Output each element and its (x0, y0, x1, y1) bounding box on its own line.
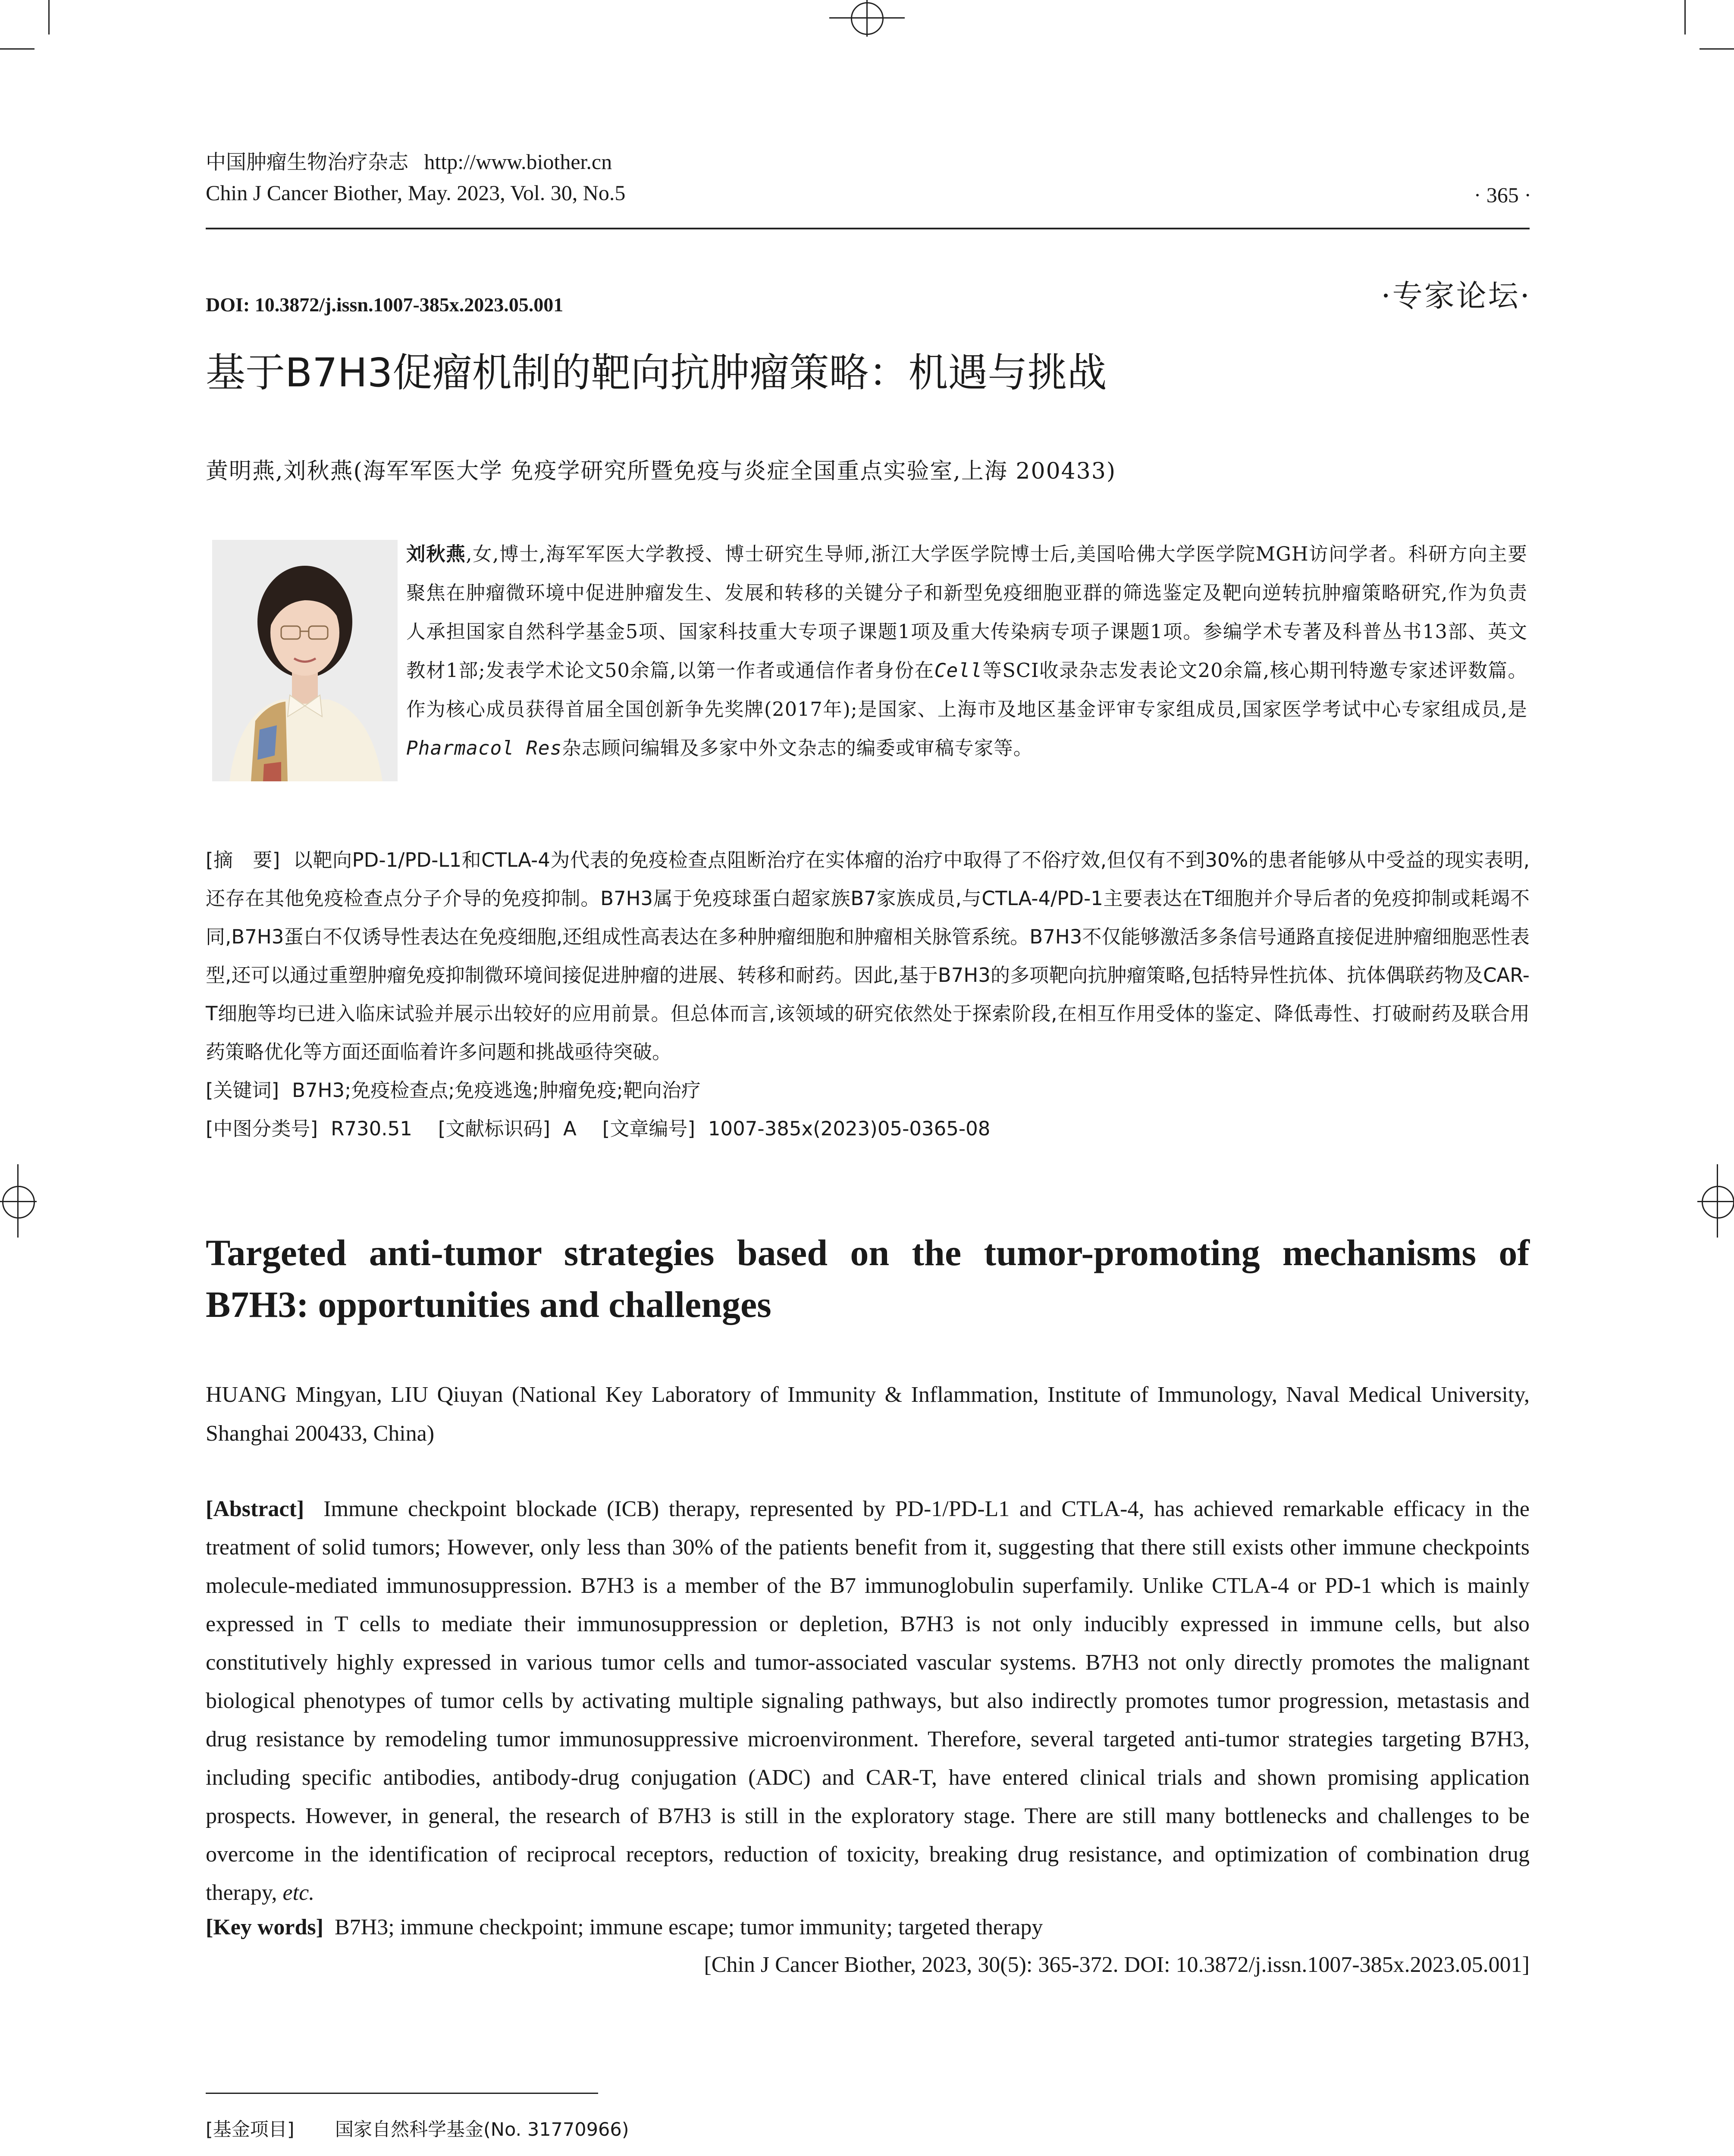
doi: DOI: 10.3872/j.issn.1007-385x.2023.05.001 (206, 294, 564, 316)
authors-cn: 黄明燕,刘秋燕(海军军医大学 免疫学研究所暨免疫与炎症全国重点实验室,上海 200433) (206, 458, 1116, 484)
footnote-funding: [基金项目] 国家自然科学基金(No. 31770966) (206, 2119, 629, 2140)
journal-name-en: Chin J Cancer Biother, May. 2023, Vol. 30, No.5 (206, 181, 626, 205)
article-title-cn: 基于B7H3促瘤机制的靶向抗肿瘤策略：机遇与挑战 (206, 350, 1107, 396)
classification-line: [中图分类号] R730.51 [文献标识码] A [文章编号] 1007-385x(2023)05-0365-08 (206, 1117, 991, 1140)
bio-name: 刘秋燕 (406, 543, 466, 565)
footnote-author-info (206, 2152, 1078, 2156)
column-label: ·专家论坛· (1381, 278, 1531, 313)
footnote-rule (206, 2093, 598, 2094)
article-title-en: Targeted anti-tumor strategies based on the tumor-promoting mechanisms of B7H3: opportunities and challenges (206, 1232, 1530, 1325)
journal-url[interactable]: http://www.biother.cn (424, 150, 612, 174)
abstract-cn-label: [摘 要] (206, 849, 280, 871)
page-number: · 365 · (1474, 183, 1531, 207)
header-rule (206, 228, 1530, 229)
keywords-cn: [关键词] B7H3;免疫检查点;免疫逃逸;肿瘤免疫;靶向治疗 (206, 1079, 701, 1102)
author-photo (212, 540, 398, 781)
abstract-cn (206, 841, 1530, 1148)
abstract-cn-text: 以靶向PD-1/PD-L1和CTLA-4为代表的免疫检查点阻断治疗在实体瘤的治疗中取得了不俗疗效,但仅有不到30%的患者能够从中受益的现实表明,还存在其他免疫检查点分子介导的免疫抑制。B7H3属于免疫球蛋白超家族B7家族成员,与CTLA-4/PD-1主要表达在T细胞并介导后者的免疫抑制或耗竭不同,B7H3蛋白不仅诱导性表达在免疫细胞,还组成性高表达在多种肿瘤细胞和肿瘤相关脉管系统。B7H3不仅能够激活多条信号通路直接促进肿瘤细胞恶性表型,还可以通过重塑肿瘤免疫抑制微环境间接促进肿瘤的进展、转移和耐药。因此,基于B7H3的多项靶向抗肿瘤策略,包括特异性抗体、抗体偶联药物及CAR-T细胞等均已进入临床试验并展示出较好的应用前景。但总体而言,该领域的研究依然处于探索阶段,在相互作用受体的鉴定、降低毒性、打破耐药及联合用药策略优化等方面还面临着许多问题和挑战亟待突破。 (206, 849, 1530, 1063)
abstract-en: [Abstract] Immune checkpoint blockade (ICB) therapy, represented by PD-1/PD-L1 and CTLA-4, has achieved remarkable efficacy in the treatment of solid tumors; However, only less than 30% of the patients benefit from it, suggesting that there still exists other immune checkpoints molecule-mediated immunosuppression. B7H3 is a member of the B7 immunoglobulin superfamily. Unlike CTLA-4 or PD-1 which is mainly expressed in T cells to mediate their immunosuppression or depletion, B7H3 is not only inducibly expressed in immune cells, but also constitutively highly expressed in various tumor cells and tumor-associated vascular systems. B7H3 not only directly promotes the malignant biological phenotypes of tumor cells by activating multiple signaling pathways, but also indirectly promotes tumor progression, metastasis and drug resistance by remodeling tumor immunosuppressive microenvironment. Therefore, several targeted anti-tumor strategies targeting B7H3, including specific antibodies, antibody-drug conjugation (ADC) and CAR-T, have entered clinical trials and shown promising application prospects. However, in general, the research of B7H3 is still in the exploratory stage. There are still many bottlenecks and challenges to be overcome in the identification of reciprocal receptors, reduction of toxicity, breaking drug resistance, and optimization of combination drug therapy, etc. (206, 1497, 1530, 1905)
abstract-en-label: [Abstract] (206, 1497, 304, 1521)
journal-pharmacol-res: Pharmacol Res (406, 737, 562, 759)
journal-cell: Cell (934, 660, 982, 682)
running-header (206, 149, 625, 206)
abstract-en-text: Immune checkpoint blockade (ICB) therapy, represented by PD-1/PD-L1 and CTLA-4, has achieved remarkable efficacy in the treatment of solid tumors; However, only less than 30% of the patients benefit from it, suggesting that there still exists other immune checkpoints molecule-mediated immunosuppression. B7H3 is a member of the B7 immunoglobulin superfamily. Unlike CTLA-4 or PD-1 which is mainly expressed in T cells to mediate their immunosuppression or depletion, B7H3 is not only inducibly expressed in immune cells, but also constitutively highly expressed in various tumor cells and tumor-associated vascular systems. B7H3 not only directly promotes the malignant biological phenotypes of tumor cells by activating multiple signaling pathways, but also indirectly promotes tumor progression, metastasis and drug resistance by remodeling tumor immunosuppressive microenvironment. Therefore, several targeted anti-tumor strategies targeting B7H3, including specific antibodies, antibody-drug conjugation (ADC) and CAR-T, have entered clinical trials and shown promising application prospects. However, in general, the research of B7H3 is still in the exploratory stage. There are still many bottlenecks and challenges to be overcome in the identification of reciprocal receptors, reduction of toxicity, breaking drug resistance, and optimization of combination drug therapy, (206, 1497, 1530, 1905)
journal-name-cn: 中国肿瘤生物治疗杂志 (206, 150, 408, 174)
author-bio: 刘秋燕,女,博士,海军军医大学教授、博士研究生导师,浙江大学医学院博士后,美国哈佛大学医学院MGH访问学者。科研方向主要聚焦在肿瘤微环境中促进肿瘤发生、发展和转移的关键分子和新型免疫细胞亚群的筛选鉴定及靶向逆转抗肿瘤策略研究,作为负责人承担国家自然科学基金5项、国家科技重大专项子课题1项及重大传染病专项子课题1项。参编学术专著及科普丛书13部、英文教材1部;发表学术论文50余篇,以第一作者或通信作者身份在Cell等SCI收录杂志发表论文20余篇,核心期刊特邀专家述评数篇。作为核心成员获得首届全国创新争先奖牌(2017年);是国家、上海市及地区基金评审专家组成员,国家医学考试中心专家组成员,是Pharmacol Res杂志顾问编辑及多家中外文杂志的编委或审稿专家等。 (406, 543, 1528, 759)
authors-en: HUANG Mingyan, LIU Qiuyan (National Key Laboratory of Immunity & Inflammation, Institute of Immunology, Naval Medical University, Shanghai 200433, China) (206, 1382, 1530, 1446)
keywords-en: [Key words] B7H3; immune checkpoint; immune escape; tumor immunity; targeted therapy (206, 1915, 1043, 1940)
citation: [Chin J Cancer Biother, 2023, 30(5): 365-372. DOI: 10.3872/j.issn.1007-385x.2023.05.001] (704, 1952, 1530, 1977)
